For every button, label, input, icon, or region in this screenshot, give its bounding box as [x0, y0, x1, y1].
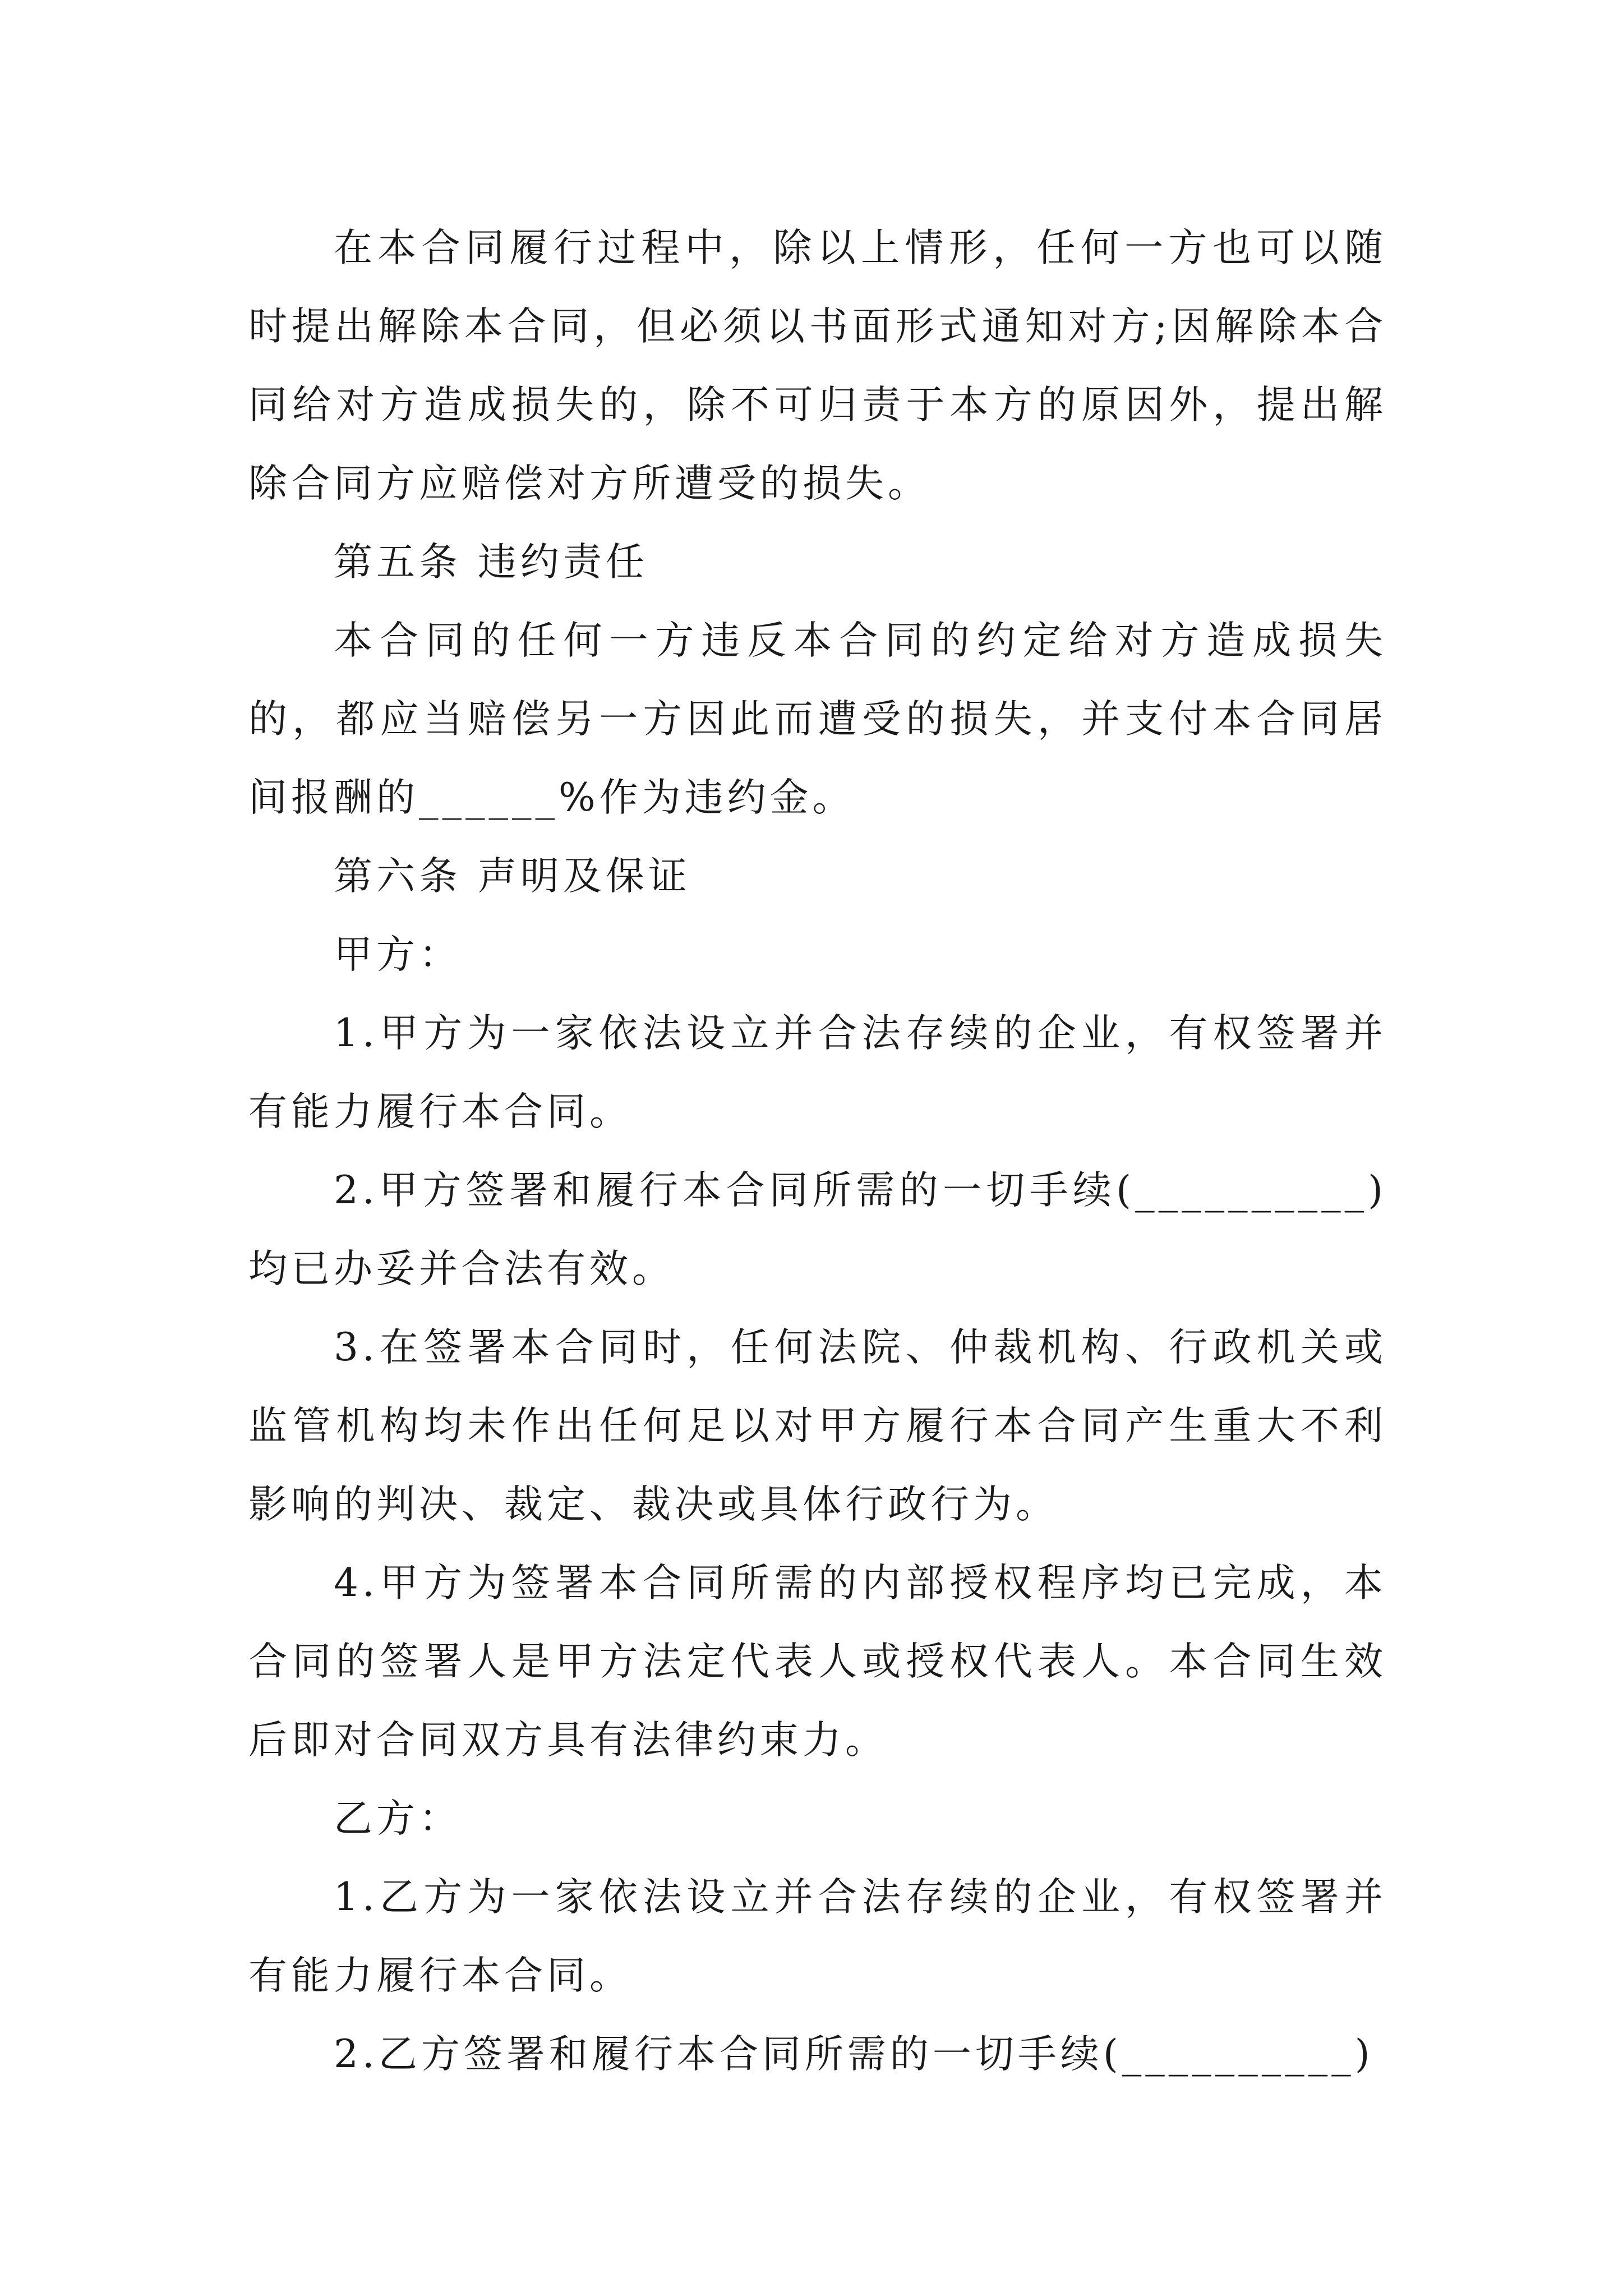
heading-article-5: 第五条 违约责任 [334, 540, 648, 585]
party-b-clause-2: 2.乙方签署和履行本合同所需的一切手续(__________) [334, 2032, 1374, 2077]
heading-article-6: 第六条 声明及保证 [334, 854, 691, 899]
document-body [248, 209, 1387, 2093]
paragraph-termination: 在本合同履行过程中，除以上情形，任何一方也可以随时提出解除本合同，但必须以书面形式通知对方;因解除本合同给对方造成损失的，除不可归责于本方的原因外，提出解除合同方应赔偿对方所遭受的损失。 [248, 226, 1387, 506]
paragraph-breach-liability: 本合同的任何一方违反本合同的约定给对方造成损失的，都应当赔偿另一方因此而遭受的损失，并支付本合同居间报酬的______%作为违约金。 [248, 618, 1387, 820]
party-a-clause-1: 1.甲方为一家依法设立并合法存续的企业，有权签署并有能力履行本合同。 [248, 1011, 1387, 1134]
party-a-clause-4: 4.甲方为签署本合同所需的内部授权程序均已完成，本合同的签署人是甲方法定代表人或授权代表人。本合同生效后即对合同双方具有法律约束力。 [248, 1561, 1387, 1763]
party-a-label: 甲方： [334, 932, 462, 977]
party-a-clause-3: 3.在签署本合同时，任何法院、仲裁机构、行政机关或监管机构均未作出任何足以对甲方履行本合同产生重大不利影响的判决、裁定、裁决或具体行政行为。 [248, 1325, 1387, 1527]
party-a-clause-2: 2.甲方签署和履行本合同所需的一切手续(__________)均已办妥并合法有效。 [248, 1168, 1387, 1291]
party-b-label: 乙方： [334, 1796, 462, 1841]
party-b-clause-1: 1.乙方为一家依法设立并合法存续的企业，有权签署并有能力履行本合同。 [248, 1875, 1387, 1998]
